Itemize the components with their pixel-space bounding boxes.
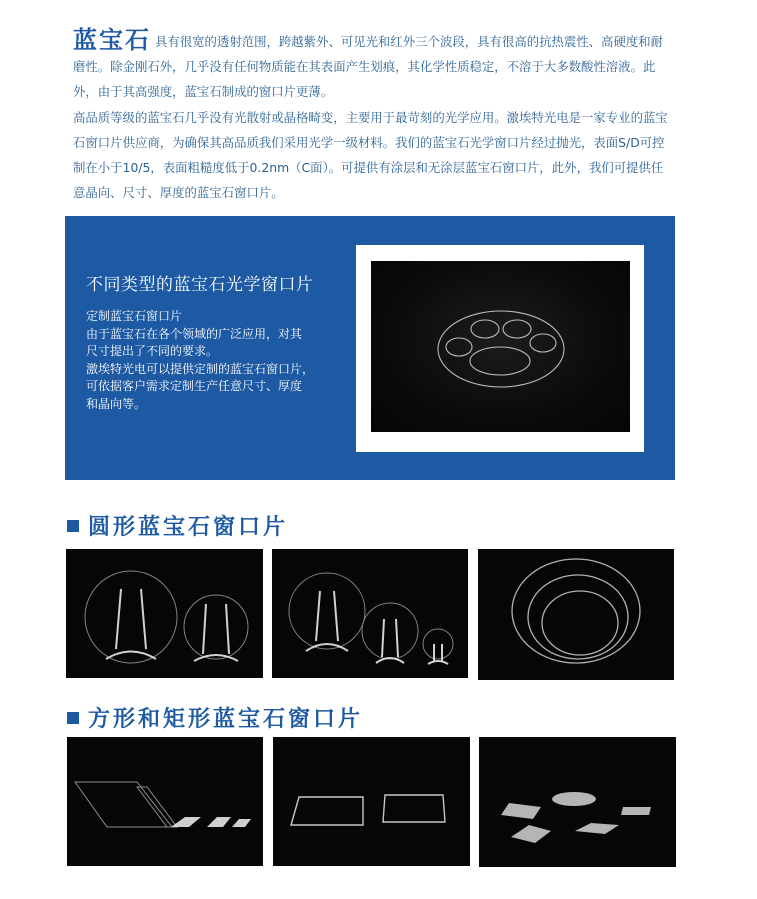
square-window-photo-3 (479, 737, 676, 867)
feature-line: 由于蓝宝石在各个领域的广泛应用，对其 (86, 326, 303, 341)
feature-line: 定制蓝宝石窗口片 (86, 309, 183, 323)
intro-paragraph-1 (73, 28, 673, 105)
intro-paragraph-1-text: 具有很宽的透射范围，跨越紫外、可见光和红外三个波段，具有很高的抗热震性、高硬度和耐磨性。除金刚石外，几乎没有任何物质能在其表面产生划痕，其化学性质稳定，不溶于大多数酸性溶液。此外，由于其高强度，蓝宝石制成的窗口片更薄。 (73, 34, 664, 100)
brand-heading: 蓝宝石 (73, 26, 151, 54)
feature-line: 尺寸提出了不同的要求。 (86, 344, 219, 359)
feature-line: 可依据客户需求定制生产任意尺寸、厚度 (86, 379, 303, 394)
feature-line: 激埃特光电可以提供定制的蓝宝石窗口片， (86, 361, 315, 376)
section-title-square: 方形和矩形蓝宝石窗口片 (88, 707, 364, 732)
section-square-icon (67, 520, 79, 532)
intro-paragraph-2: 高品质等级的蓝宝石几乎没有光散射或晶格畸变，主要用于最苛刻的光学应用。激埃特光电是一家专业的蓝宝石窗口片供应商，为确保其高品质我们采用光学一级材料。我们的蓝宝石光学窗口片经过抛光，表面S/D可控制在小于10/5，表面粗糙度低于0.2nm（C面）。可提供有涂层和无涂层蓝宝石窗口片，此外，我们可提供任意晶向、尺寸、厚度的蓝宝石窗口片。 (73, 109, 668, 201)
intro-text (73, 28, 673, 205)
section-square-icon (67, 712, 79, 724)
feature-banner (65, 216, 675, 480)
section-header-square (67, 702, 363, 733)
section-header-round (67, 510, 288, 541)
feature-description (86, 308, 346, 414)
square-window-photo-1 (67, 737, 263, 866)
round-window-photo-2 (272, 549, 468, 678)
feature-line: 和晶向等。 (86, 396, 147, 411)
section-title-round: 圆形蓝宝石窗口片 (88, 515, 289, 540)
square-window-photo-2 (273, 737, 470, 866)
round-window-photo-3 (478, 549, 674, 680)
feature-photo-frame (356, 245, 644, 452)
feature-title: 不同类型的蓝宝石光学窗口片 (86, 275, 314, 295)
custom-window-photo (371, 261, 630, 432)
round-window-photo-1 (66, 549, 263, 678)
